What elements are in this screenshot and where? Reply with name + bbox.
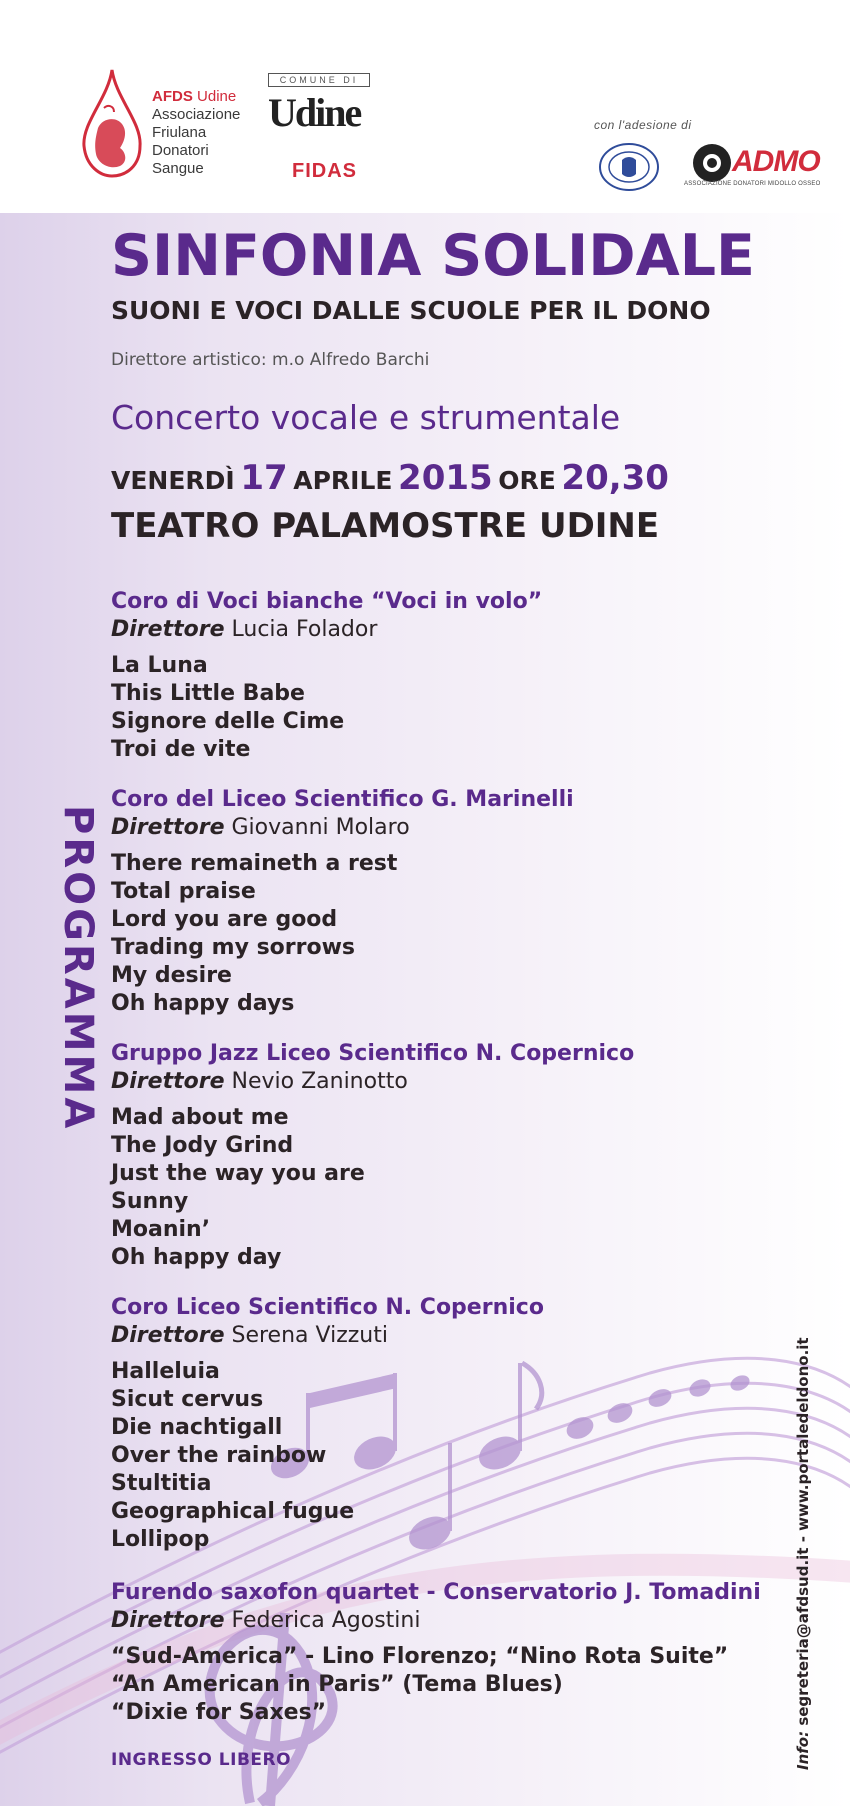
piece: Mad about me	[111, 1105, 289, 1130]
piece: Halleluia	[111, 1359, 220, 1384]
director-word: Direttore	[111, 815, 225, 840]
admo-subtitle: ASSOCIAZIONE DONATORI MIDOLLO OSSEO	[684, 181, 821, 187]
section-director	[111, 617, 377, 642]
piece: “Dixie for Saxes”	[111, 1700, 327, 1725]
afds-line: Sangue	[152, 160, 204, 177]
fidas-logo: FIDAS	[292, 160, 357, 182]
adesione-text: con l'adesione di	[594, 118, 692, 132]
director-word: Direttore	[111, 1069, 225, 1094]
year: 2015	[398, 458, 493, 498]
afds-brand: AFDS	[152, 88, 193, 105]
section-title: Coro di Voci bianche “Voci in volo”	[111, 589, 543, 614]
section-director	[111, 1069, 408, 1094]
piece: La Luna	[111, 653, 208, 678]
piece: Over the rainbow	[111, 1443, 327, 1468]
piece: My desire	[111, 963, 232, 988]
ingresso-libero: INGRESSO LIBERO	[111, 1750, 292, 1770]
director-name: Serena Vizzuti	[231, 1323, 388, 1348]
piece: There remaineth a rest	[111, 851, 398, 876]
contact-text: segreteria@afdsud.it - www.portaledeldono.it	[794, 1337, 812, 1726]
month: APRILE	[293, 466, 393, 495]
event-date	[111, 458, 669, 498]
event-title: SINFONIA SOLIDALE	[111, 223, 755, 289]
afds-city: Udine	[197, 88, 237, 105]
director-name: Federica Agostini	[231, 1608, 421, 1633]
piece: Just the way you are	[111, 1161, 365, 1186]
section-title: Furendo saxofon quartet - Conservatorio J. Tomadini	[111, 1580, 761, 1605]
director-word: Direttore	[111, 1608, 225, 1633]
piece: Moanin’	[111, 1217, 211, 1242]
piece: The Jody Grind	[111, 1133, 294, 1158]
info-label: Info:	[794, 1730, 812, 1770]
director-name: Nevio Zaninotto	[231, 1069, 408, 1094]
piece: Oh happy days	[111, 991, 295, 1016]
contact-info	[794, 1337, 818, 1770]
director-name: Giovanni Molaro	[231, 815, 410, 840]
director-word: Direttore	[111, 1323, 225, 1348]
piece: Lollipop	[111, 1527, 210, 1552]
comune-word: Udine	[268, 90, 361, 135]
ads-seal-logo-icon	[598, 142, 660, 192]
piece: Total praise	[111, 879, 256, 904]
piece: “An American in Paris” (Tema Blues)	[111, 1672, 563, 1697]
piece: This Little Babe	[111, 681, 305, 706]
time-label: ORE	[498, 466, 556, 495]
comune-di-udine-logo	[268, 73, 398, 139]
piece: Trading my sorrows	[111, 935, 356, 960]
venue: TEATRO PALAMOSTRE UDINE	[111, 506, 660, 546]
event-subtitle: SUONI E VOCI DALLE SCUOLE PER IL DONO	[111, 296, 711, 325]
director-word: Direttore	[111, 617, 225, 642]
programma-label: PROGRAMMA	[55, 805, 101, 1132]
header	[0, 0, 850, 213]
afds-line: Donatori	[152, 142, 209, 159]
piece: Sunny	[111, 1189, 189, 1214]
section-director	[111, 815, 410, 840]
concert-type: Concerto vocale e strumentale	[111, 398, 621, 437]
day-label: VENERDÌ	[111, 466, 235, 495]
day-number: 17	[240, 458, 288, 498]
director-name: Lucia Folador	[231, 617, 378, 642]
piece: Signore delle Cime	[111, 709, 345, 734]
piece: “Sud-America” - Lino Florenzo; “Nino Rota Suite”	[111, 1644, 729, 1669]
artistic-director: Direttore artistico: m.o Alfredo Barchi	[111, 350, 430, 370]
piece: Lord you are good	[111, 907, 338, 932]
afds-blood-drop-logo-icon	[80, 68, 144, 178]
piece: Stultitia	[111, 1471, 212, 1496]
piece: Oh happy day	[111, 1245, 282, 1270]
admo-logo-text: ADMO	[732, 145, 820, 178]
piece: Geographical fugue	[111, 1499, 355, 1524]
time: 20,30	[561, 458, 669, 498]
section-title: Coro del Liceo Scientifico G. Marinelli	[111, 787, 574, 812]
section-title: Coro Liceo Scientifico N. Copernico	[111, 1295, 544, 1320]
section-director	[111, 1323, 388, 1348]
afds-line: Associazione	[152, 106, 241, 123]
section-title: Gruppo Jazz Liceo Scientifico N. Copernico	[111, 1041, 635, 1066]
piece: Sicut cervus	[111, 1387, 264, 1412]
piece: Die nachtigall	[111, 1415, 283, 1440]
afds-line: Friulana	[152, 124, 207, 141]
piece: Troi de vite	[111, 737, 251, 762]
comune-label: COMUNE DI	[268, 73, 370, 87]
section-director	[111, 1608, 420, 1633]
afds-logo-text	[152, 88, 240, 178]
